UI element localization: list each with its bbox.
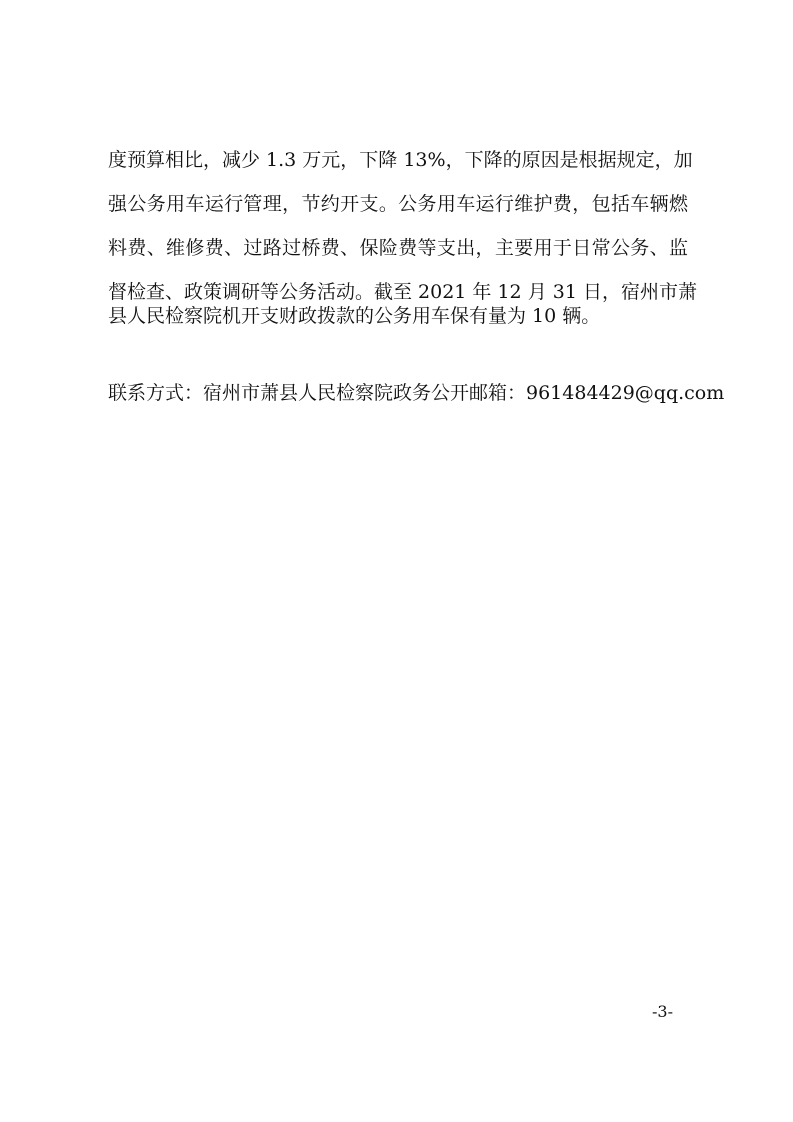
contact-info: 联系方式：宿州市萧县人民检察院政务公开邮箱：961484429@qq.com xyxy=(108,382,725,404)
body-text-line-5: 县人民检察院机开支财政拨款的公务用车保有量为 10 辆。 xyxy=(108,305,601,327)
body-text-line-4: 督检查、政策调研等公务活动。截至 2021 年 12 月 31 日，宿州市萧 xyxy=(108,281,697,303)
body-text-line-2: 强公务用车运行管理，节约开支。公务用车运行维护费，包括车辆燃 xyxy=(108,193,688,215)
body-text-line-1: 度预算相比，减少 1.3 万元，下降 13%，下降的原因是根据规定，加 xyxy=(108,149,693,171)
page-number: -3- xyxy=(652,1002,673,1021)
body-text-line-3: 料费、维修费、过路过桥费、保险费等支出，主要用于日常公务、监 xyxy=(108,237,688,259)
